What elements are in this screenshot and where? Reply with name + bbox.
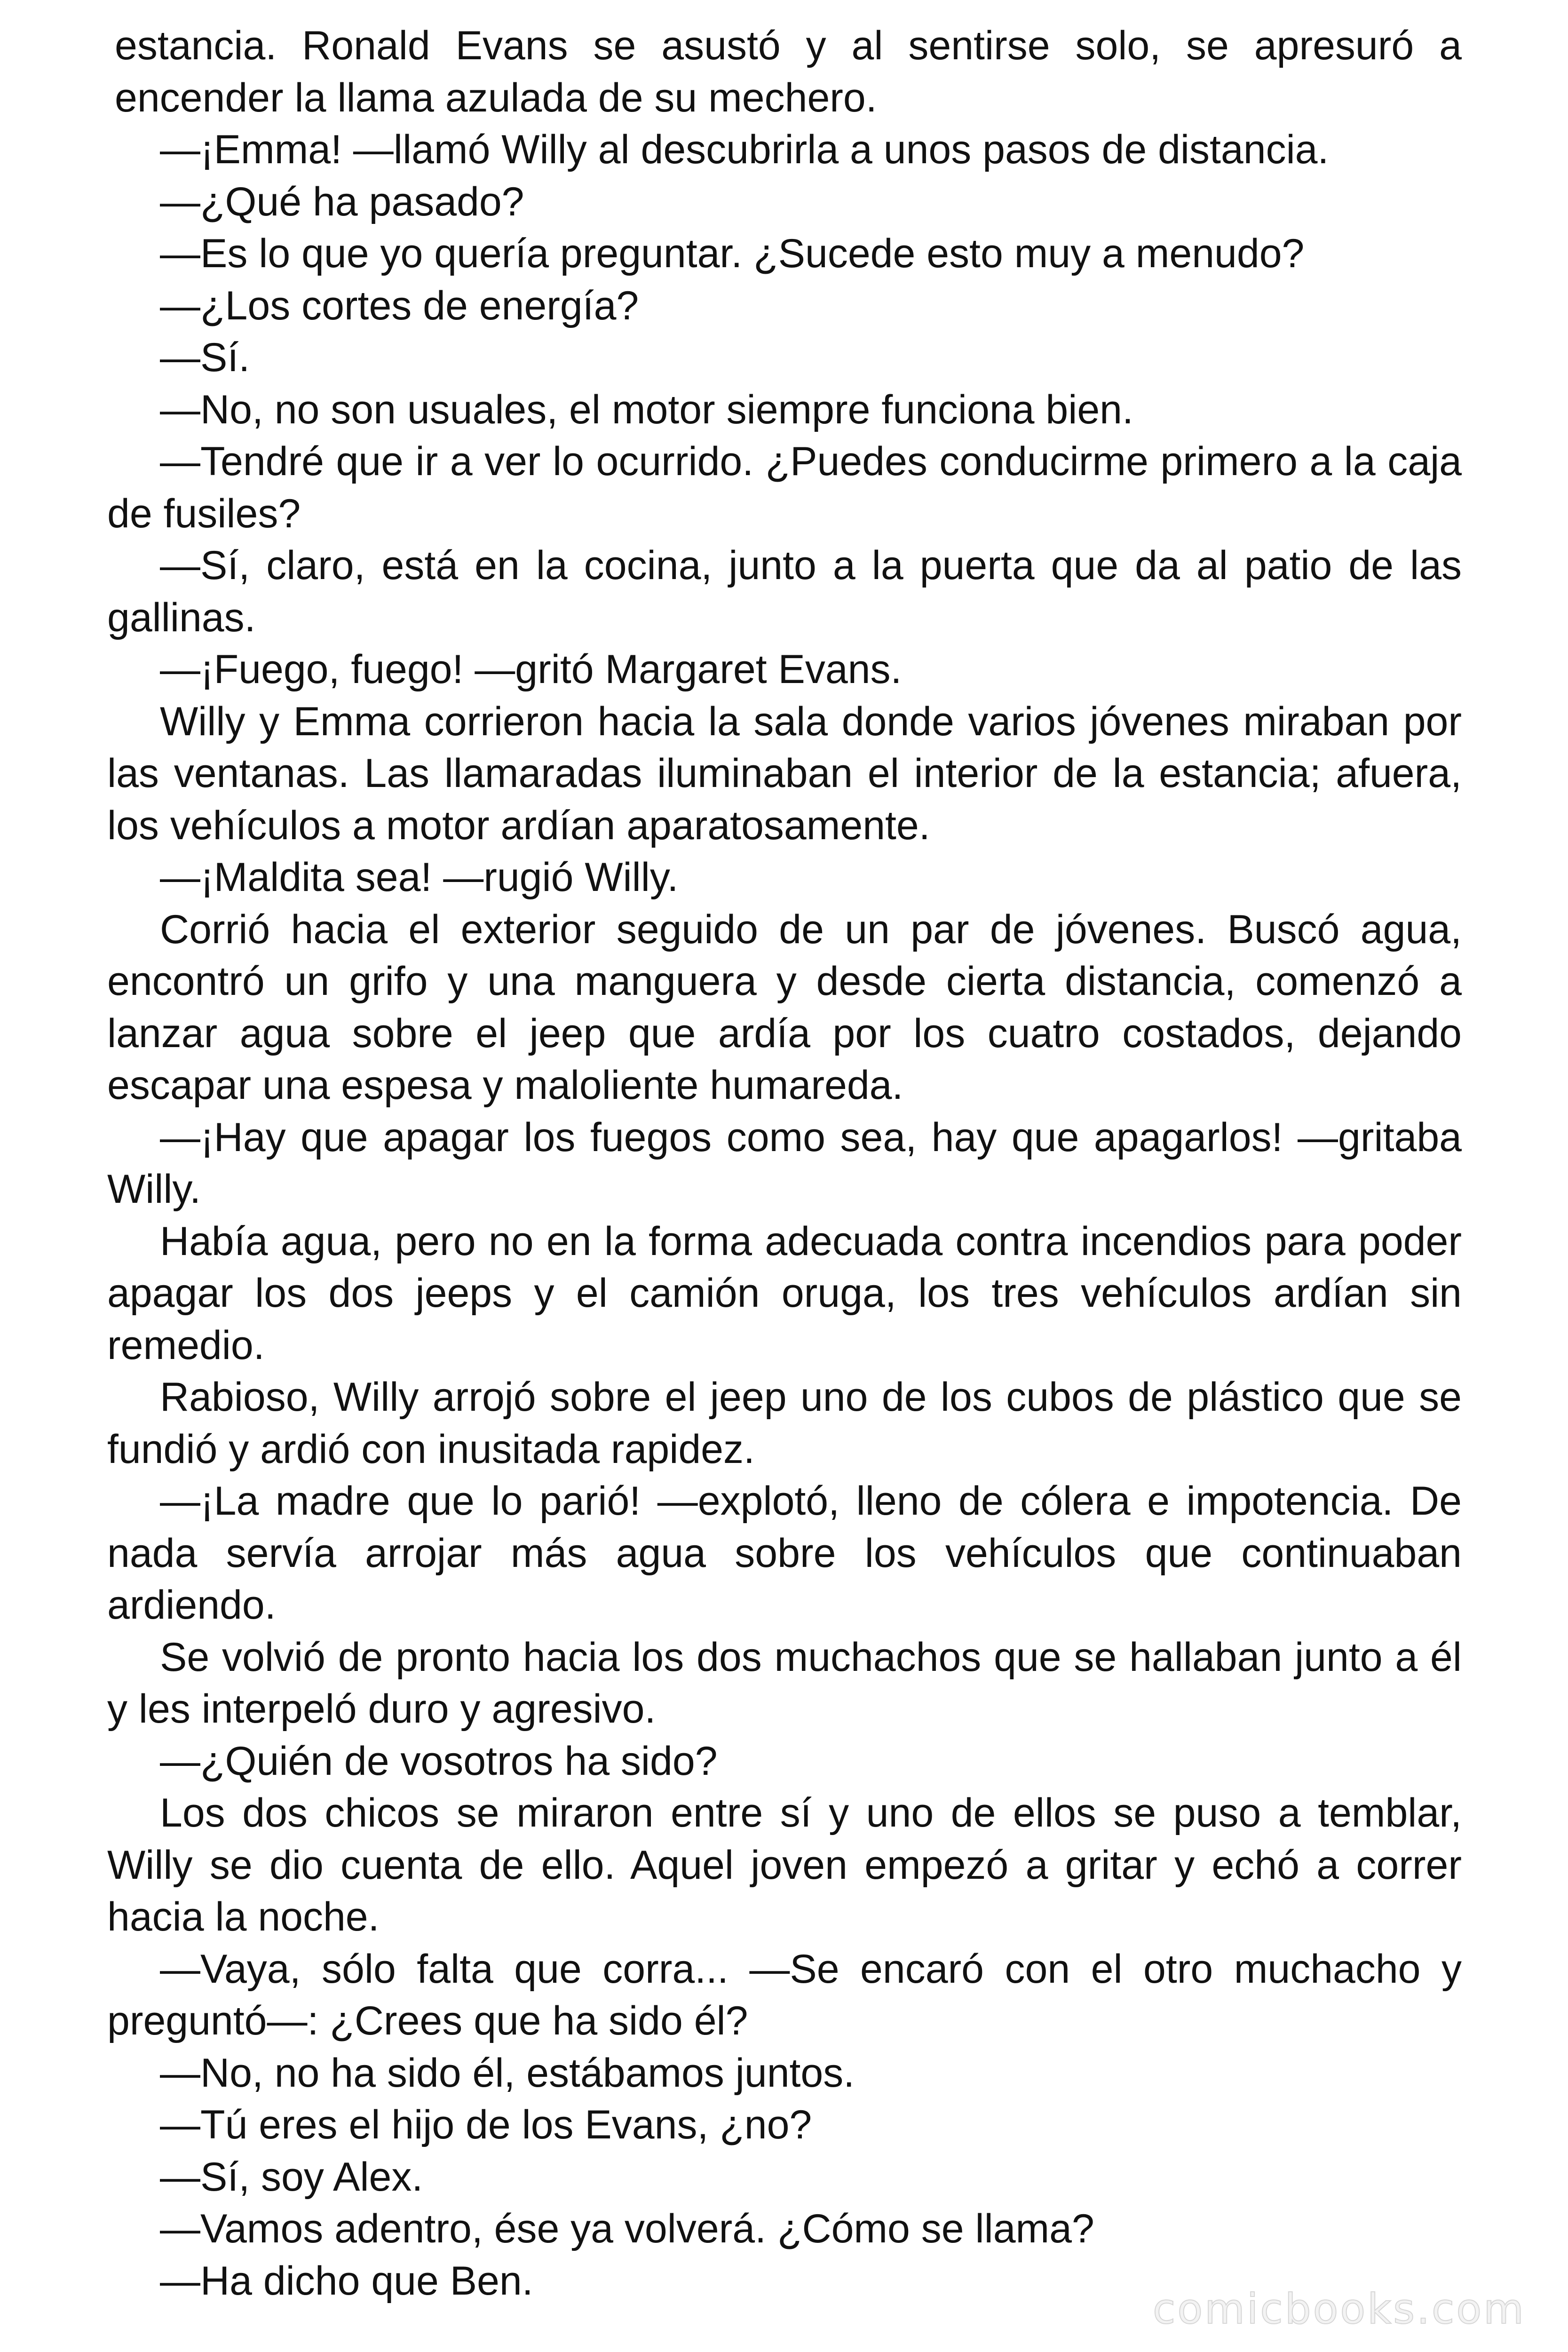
paragraph-20: Los dos chicos se miraron entre sí y uno de ellos se puso a temblar, Willy se dio cuenta de ello. Aquel joven empezó a gritar y echó a correr hacia la noche.: [107, 1790, 1462, 1939]
paragraph-23: —Tú eres el hijo de los Evans, ¿no?: [160, 2102, 812, 2147]
paragraph-6: —Sí.: [160, 335, 250, 380]
paragraph-16: Rabioso, Willy arrojó sobre el jeep uno de los cubos de plástico que se fundió y ardió con inusitada rapidez.: [107, 1375, 1462, 1472]
paragraph-21: —Vaya, sólo falta que corra... —Se encaró con el otro muchacho y preguntó—: ¿Crees que ha sido él?: [107, 1946, 1462, 2043]
paragraph-14: —¡Hay que apagar los fuegos como sea, hay que apagarlos! —gritaba Willy.: [107, 1114, 1462, 1212]
paragraph-12: —¡Maldita sea! —rugió Willy.: [160, 855, 679, 900]
paragraph-22: —No, no ha sido él, estábamos juntos.: [160, 2050, 855, 2096]
paragraph-10: —¡Fuego, fuego! —gritó Margaret Evans.: [160, 647, 902, 692]
paragraph-18: Se volvió de pronto hacia los dos muchachos que se hallaban junto a él y les interpeló duro y agresivo.: [107, 1634, 1462, 1732]
page-body: [107, 20, 1462, 2315]
watermark: comicbooks.com: [1152, 2285, 1526, 2333]
paragraph-1: estancia. Ronald Evans se asustó y al sentirse solo, se apresuró a encender la llama azulada de su mechero.: [115, 23, 1462, 120]
paragraph-25: —Vamos adentro, ése ya volverá. ¿Cómo se llama?: [160, 2206, 1094, 2251]
paragraph-19: —¿Quién de vosotros ha sido?: [160, 1738, 718, 1784]
paragraph-24: —Sí, soy Alex.: [160, 2154, 423, 2200]
paragraph-13: Corrió hacia el exterior seguido de un par de jóvenes. Buscó agua, encontró un grifo y una manguera y desde cierta distancia, comenzó a lanzar agua sobre el jeep que ardía por los cuatro costados, dejando escapar una espesa y maloliente humareda.: [107, 906, 1462, 1108]
paragraph-8: —Tendré que ir a ver lo ocurrido. ¿Puedes conducirme primero a la caja de fusiles?: [107, 439, 1462, 536]
paragraph-17: —¡La madre que lo parió! —explotó, lleno de cólera e impotencia. De nada servía arrojar más agua sobre los vehículos que continuaban ardiendo.: [107, 1478, 1462, 1628]
paragraph-5: —¿Los cortes de energía?: [160, 283, 639, 328]
paragraph-9: —Sí, claro, está en la cocina, junto a la puerta que da al patio de las gallinas.: [107, 543, 1462, 640]
paragraph-3: —¿Qué ha pasado?: [160, 179, 524, 224]
paragraph-7: —No, no son usuales, el motor siempre funciona bien.: [160, 387, 1133, 432]
paragraph-26: —Ha dicho que Ben.: [160, 2258, 533, 2304]
paragraph-11: Willy y Emma corrieron hacia la sala donde varios jóvenes miraban por las ventanas. Las llamaradas iluminaban el interior de la estancia; afuera, los vehículos a motor ardían aparatosamente.: [107, 699, 1462, 848]
paragraph-2: —¡Emma! —llamó Willy al descubrirla a unos pasos de distancia.: [160, 127, 1329, 172]
paragraph-4: —Es lo que yo quería preguntar. ¿Sucede esto muy a menudo?: [160, 231, 1305, 276]
paragraph-15: Había agua, pero no en la forma adecuada contra incendios para poder apagar los dos jeeps y el camión oruga, los tres vehículos ardían sin remedio.: [107, 1218, 1462, 1368]
